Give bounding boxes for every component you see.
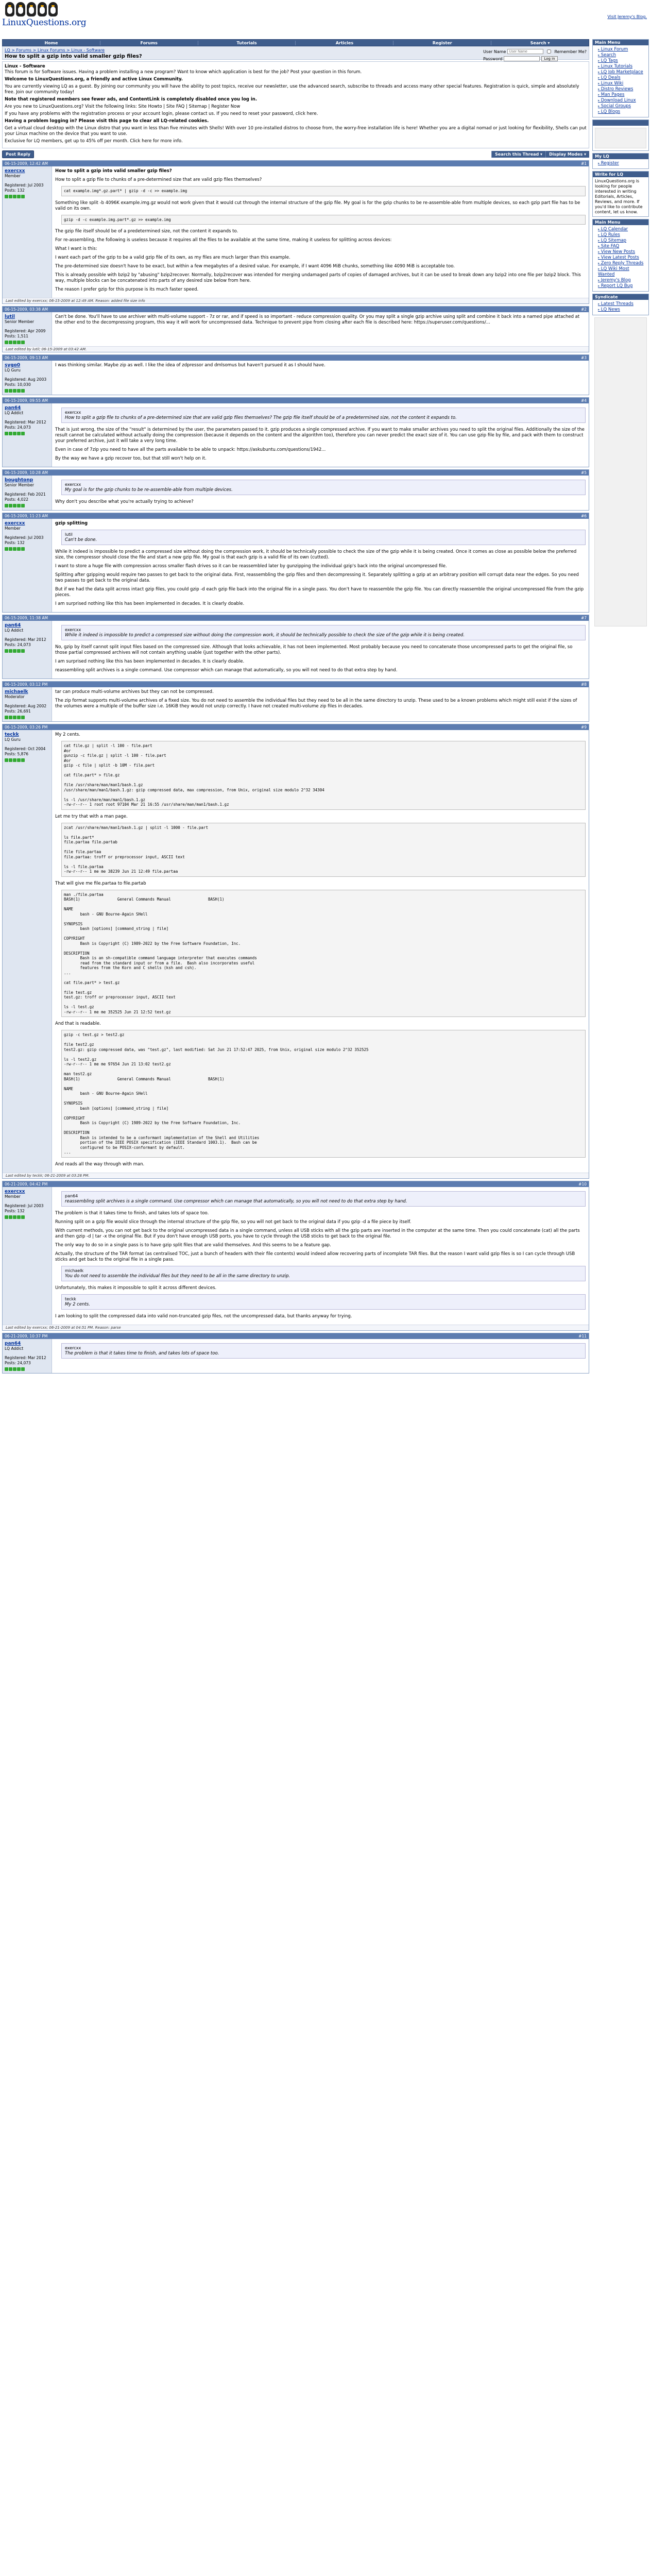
post-paragraph: How to split a gzip file to chunks of a pre-determined size that are valid gzip files themselves? [55,177,262,182]
quote-text: reassembling split archives is a single command. Use compressor which can manage that automatically, so you will not need to do that extra step by hand. [65,1198,407,1204]
sidebar-link[interactable]: ▸ Download Linux [598,98,646,104]
code-block: zcat /usr/share/man/man1/bash.1.gz | split -l 1000 - file.part ls file.part* file.partaa file.partab file file.partaa file.partaa: troff or preprocessor input, ASCII text ls -l file.partaa -rw-r--r-- 1 me me 38239 Jun 21 12:49 file.partaa [61,823,586,877]
password-label: Password [483,56,503,61]
display-modes-menu[interactable]: Display Modes ▾ [545,151,589,158]
post-paragraph: The reason I prefer gzip for this purpose is its much faster speed. [55,287,199,292]
post-title: gzip splitting [55,521,88,526]
code-block: cat example.img*.gz.part* | gzip -d -c >> example.img [61,186,586,196]
post-number[interactable]: #11 [578,1333,587,1338]
nav-register[interactable]: Register [393,41,491,45]
sidebar-link[interactable]: ▸ Register [598,161,646,166]
post-paragraph: Let me try that with a man page. [55,814,128,819]
login-form [483,48,587,61]
post-header [3,513,589,519]
quote-block [61,530,586,545]
post-number[interactable]: #8 [580,682,587,687]
forum-post [2,160,589,304]
post-paragraph: But if we had the data split across intact gzip files, you could gzip -d each gzip file back into the original file in a single pass. You don't have to reassemble the gzip file. You can directly reassemble the original uncompressed file from the gzip pieces. [55,587,584,598]
forum-post [2,513,589,613]
post-content [52,361,589,395]
post-paragraph: I want to store a huge file with compression across smaller flash drives so it can be reassembled later by gunzipping the individual gzip's back into the original uncompressed file. [55,564,447,569]
quote-author-name: michaelk [65,1268,84,1273]
quote-block [61,480,586,495]
reputation-icon [5,432,49,435]
quote-block [61,408,586,423]
post-number[interactable]: #7 [580,616,587,620]
post-paragraph: Unfortunately, this makes it impossible to split it across different devices. [55,1285,217,1291]
user-post-count: Posts: 24,073 [5,425,31,430]
main-menu-box [592,39,649,117]
syndicate-title: Syndicate [593,294,648,300]
remember-me-checkbox[interactable] [547,49,551,54]
sidebar-link[interactable]: ▸ View New Posts [598,249,646,255]
guest-text: You are currently viewing LQ as a guest. By joining our community you will have the ability to post topics, receive our newsletter, use the advanced search, subscribe to threads and access many other special features. Registration is quick, simple and absolutely free. Join our community today! [5,84,579,95]
quote-text: The problem is that it takes time to finish, and takes lots of space too. [65,1350,219,1356]
post-paragraph: That is just wrong, the size of the "result" is determined by the user, the parameters passed to it. gzip produces a single compressed archive. If you want to make smaller archives you need to split the original files. Additionally the size of the result cannot be calculated without actually doing the compression (because it depends on the content and the algorithm too), therefore you can never predict the exact size of it. You can use gzip file by file, and pack with them to construct your preferred archive, just it will take a very long time. [55,427,585,444]
account-help: If you have any problems with the registration process or your account login, please contact us. If you need to reset your password, click here. [5,111,318,116]
reputation-icon [5,1367,49,1371]
reputation-icon [5,1215,49,1219]
post-date: 06-15-2009, 11:23 AM [5,514,48,518]
quote-author [65,410,582,415]
login-button[interactable]: Log in [541,56,557,61]
quote-text: You do not need to assemble the individual files but they need to be all in the same directory to unzip. [65,1273,290,1279]
post-number[interactable]: #6 [580,514,587,518]
post-paragraph: While it indeed is impossible to predict a compressed size without doing the compression work, it should be technically possible to check the size of the gzip while it is being created. Once it comes as close as possible below the preferred size, the compressor should close the file and start a new gzip file. My goal is that each gzip is a valid file of its own (cutted). [55,549,577,560]
post-header [3,470,589,476]
post-content [52,1339,589,1373]
forum-post [2,1333,589,1374]
post-title: How to split a gzip into valid smaller gzip files? [55,168,172,174]
logo-text: LinuxQuestions.org [2,18,87,28]
user-title: Senior Member [5,319,35,324]
user-title: Member [5,526,21,531]
new-user-links[interactable]: Are you new to LinuxQuestions.org? Visit the following links: Site Howto | Site FAQ | Sitemap | Register Now [5,104,241,109]
username[interactable]: boughtonp [5,478,33,483]
post-content [52,476,589,510]
post-paragraph: And that is readable. [55,1021,101,1026]
user-title: LQ Addict [5,628,24,633]
post-header [3,398,589,403]
sidebar-link[interactable]: ▸ LQ News [598,307,646,313]
user-registered: Registered: Jul 2003 [5,1203,44,1208]
post-paragraph: My 2 cents. [55,732,80,737]
user-registered: Registered: Feb 2021 [5,492,46,497]
post-number[interactable]: #4 [580,398,587,403]
forum-description: This forum is for Software issues. Having a problem installing a new program? Want to know which application is best for the job? Post your question in this forum. [5,70,362,75]
post-paragraph: With current methods, you can not get back to the original uncompressed data in a single command, unless all USB sticks with all the gzip parts are inserted in the computer at the same time. Then you could concatenate (cat) all the parts and then gzip -d | tar -x the original file. But if you don't have enough USB ports, you have to cycle through the USB sticks to get back to the original file. [55,1228,580,1239]
post-paragraph: reassembling split archives is a single command. Use compressor which can manage that automatically, so you will not need to do that extra step by hand. [55,668,398,673]
side-ad-skyscraper[interactable] [594,317,647,626]
quote-author-name: exercxx [65,482,81,487]
shells-promo: Get a virtual cloud desktop with the Linux distro that you want in less than five minutes with Shells! With over 10 pre-installed distros to choose from, the worry-free installation life is here! Whether you are a digital nomad or just looking for flexibility, Shells can put your Linux machine on the device that you want to use. [5,126,587,137]
username[interactable]: exercxx [5,521,25,526]
post-body [3,687,589,721]
username[interactable]: exercxx [5,1189,25,1194]
breadcrumb[interactable]: LQ > Forums > Linux Forums > Linux - Software [5,48,105,53]
user-post-count: Posts: 132 [5,540,25,545]
user-registered: Registered: Apr 2009 [5,329,46,333]
side-ad-small[interactable] [595,128,646,148]
post-content [52,1187,589,1325]
write-for-lq-text: LinuxQuestions.org is looking for people interested in writing Editorials, Articles, Reviews, and more. If you'd like to contribute content, let us know. [595,179,643,214]
user-info [3,687,52,721]
code-block: gzip -c test.gz > test2.gz file test2.gz test2.gz: gzip compressed data, was "test.gz", last modified: Sat Jun 21 17:52:47 2025, from Unix, original size modulo 2^32 352525 ls -l test2.gz -rw-r--r-- 1 me me 97654 Jun 21 13:02 test2.gz man test2.gz BASH(1) General Commands Manual BASH(1) NAME bash - GNU Bourne-Again SHell SYNOPSIS bash [options] [command_string | file] COPYRIGHT Bash is Copyright (C) 1989-2022 by the Free Software Foundation, Inc. DESCRIPTION Bash is intended to be a conformant implementation of the Shell and Utilities portion of the IEEE POSIX specification (IEEE Standard 1003.1). Bash can be configured to be POSIX-conformant by default. ... [61,1030,586,1158]
post-paragraph: The only way to do so in a single pass is to have gzip split files that are valid themselves. And this seems to be a feature gap. [55,1242,331,1248]
user-post-count: Posts: 1,511 [5,334,28,338]
remember-me-label: Remember Me? [554,49,587,54]
user-title: LQ Addict [5,411,24,415]
post-date: 06-15-2009, 03:38 AM [5,307,48,312]
sidebar-link[interactable]: ▸ Report LQ Bug [598,283,646,289]
quote-author-name: exercxx [65,410,81,415]
post-paragraph: I want each part of the gzip to be a valid gzip file of its own, as my files are much larger than this example. [55,255,290,260]
post-body [3,476,589,510]
post-date: 06-21-2009, 04:42 PM [5,1181,48,1187]
user-registered: Registered: Mar 2012 [5,1355,46,1360]
username-input[interactable] [507,49,543,54]
username-label: User Name [483,49,506,54]
post-paragraph: What I want is this: [55,246,97,251]
reputation-icon [5,341,49,344]
sidebar-link[interactable]: ▸ View Latest Posts [598,255,646,261]
quote-text: My 2 cents. [65,1301,90,1307]
quote-author [65,482,582,487]
code-block: gzip -d -c example.img.part*.gz >> example.img [61,215,586,225]
post-number[interactable]: #9 [580,725,587,730]
user-post-count: Posts: 24,073 [5,1360,31,1365]
nav-articles[interactable]: Articles [296,41,393,45]
sidebar-link[interactable]: ▸ LQ Calendar [598,227,646,232]
post-date: 06-15-2009, 03:12 PM [5,682,48,687]
post-paragraph: The zip format supports multi-volume archives of a fixed size. You do not need to assemble the individual files but they need to be all in the same directory to unzip. These used to be a known problems which might still exist if the sizes of the volumes were a multiple of the buffer size i.e. 16KiB they would not unzip correctly. I have not created multi-volume zip files in decades. [55,698,577,709]
post-paragraph: For re-assembling, the following is useless because it requires all the files to be available at the same time, making it useless for splitting across devices: [55,238,392,243]
quote-text: How to split a gzip file to chunks of a pre-determined size that are valid gzip files themselves? The gzip file itself should be of a predetermined size, not the content it expands to. [65,415,457,420]
forum-post [2,1181,589,1331]
main-menu-title: Main Menu [593,40,648,45]
forum-post [2,354,589,395]
my-lq-box [592,153,649,169]
sidebar-link[interactable]: ▸ LQ Deals [598,75,646,81]
user-title: Member [5,174,21,178]
user-post-count: Posts: 132 [5,188,25,193]
thread-tools [491,151,589,158]
welcome-text: Welcome to LinuxQuestions.org, a friendly and active Linux Community. [5,77,183,82]
post-header [3,615,589,621]
reputation-icon [5,716,49,719]
post-content [52,730,589,1173]
post-paragraph: The pre-determined size doesn't have to be exact, but within a few megabytes of a desired value. For example, if I want 4096 MiB chunks, something like 4090 MiB is acceptable too. [55,264,455,269]
code-block: cat file.gz | split -l 100 - file.part #or gunzip -c file.gz | split -l 100 - file.part #or gzip -c file | split -b 10M - file.part cat file.part* > file.gz file /usr/share/man/man1/bash.1.gz /usr/share/man/man1/bash.1.gz: gzip compressed data, max compression, from Unix, original size modulo 2^32 34304 ls -l /usr/share/man/man1/bash.1.gz -rw-r--r-- 1 root root 97104 Mar 21 16:55 /usr/share/man/man1/bash.1.gz [61,741,586,810]
post-date: 06-15-2009, 11:38 AM [5,616,48,620]
forum-post [2,306,589,352]
post-number[interactable]: #3 [580,355,587,360]
post-paragraph: I am looking to split the compressed data into valid non-truncated gzip files, not the uncompressed data, but thanks anyway for trying. [55,1313,352,1319]
post-paragraph: Actually, the structure of the TAR format (as centralised TOC, just a bunch of headers with their file contents) would indeed allow recovering parts of incomplete TAR files. But the reason I want valid gzip files is so I can cycle through USB sticks and get back to the original file in a single pass. [55,1251,575,1262]
thread-title: How to split a gzip into valid smaller gzip files? [5,54,142,59]
reputation-icon [5,389,49,393]
main-menu-list [593,45,648,117]
user-registered: Registered: Jul 2003 [5,183,44,188]
sidebar-link[interactable]: ▸ Man Pages [598,92,646,98]
main-menu-2-list [593,225,648,291]
user-post-count: Posts: 26,691 [5,709,31,714]
sidebar-link[interactable]: ▸ Search [598,53,646,58]
shells-discount: Exclusive for LQ members, get up to 45% off per month. Click here for more info. [5,139,183,144]
forum-post [2,397,589,467]
user-post-count: Posts: 4,022 [5,497,28,502]
site-logo[interactable] [2,2,87,34]
post-date: 06-15-2009, 10:28 AM [5,470,48,475]
post-header [3,355,589,361]
forum-post [2,681,589,722]
user-info [3,312,52,346]
post-paragraph: By the way we have a gzip recover too, but that still won't help on it. [55,456,207,461]
password-input[interactable] [504,56,540,61]
forum-post [2,469,589,511]
username[interactable]: teckk [5,732,19,737]
reputation-icon [5,649,49,653]
post-body [3,1187,589,1325]
forum-post [2,615,589,679]
quote-block [61,1266,586,1281]
post-paragraph: Why don't you describe what you're actually trying to achieve? [55,499,194,504]
user-post-count: Posts: 132 [5,1208,25,1213]
post-content [52,519,589,612]
post-number[interactable]: #1 [580,161,587,166]
write-for-lq-title: Write for LQ [593,172,648,177]
username[interactable]: sygo0 [5,363,21,368]
post-content [52,403,589,467]
sidebar-link[interactable]: ▸ LQ Rules [598,232,646,238]
post-body [3,403,589,467]
post-number[interactable]: #2 [580,307,587,312]
post-paragraph: And reads all the way through with man. [55,1161,145,1167]
quote-author-name: lutil [65,532,73,537]
post-date: 06-15-2009, 12:42 AM [5,161,48,166]
post-paragraph: tar can produce multi-volume archives but they can not be compressed. [55,689,214,694]
user-title: Senior Member [5,483,35,487]
post-paragraph: This is already possible with bzip2 by "abusing" bzip2recover. Normally, bzip2recover was intended for merging undamaged parts of copies of damaged archives, but it can be used to break down any bzip2 into one file per bzip2 block. This way, multiple blocks can be concatenated into parts of any desired size below from here. [55,273,581,283]
quote-author [65,1193,582,1199]
top-navigation [2,39,589,46]
post-body [3,312,589,346]
username[interactable]: michaelk [5,689,28,694]
quote-text: Can't be done. [65,537,97,543]
post-body [3,166,589,298]
user-info [3,519,52,612]
post-paragraph: The problem is that it takes time to finish, and takes lots of space too. [55,1210,209,1216]
quote-author-name: pan64 [65,1193,78,1198]
username[interactable]: pan64 [5,623,21,628]
post-list [2,160,589,1374]
code-block: man ./file.partaa BASH(1) General Commands Manual BASH(1) NAME bash - GNU Bourne-Again SHell SYNOPSIS bash [options] [command_string | file] COPYRIGHT Bash is Copyright (C) 1989-2022 by the Free Software Foundation, Inc. DESCRIPTION Bash is an sh-compatible command language interpreter that executes commands read from the standard input or from a file. Bash also incorporates useful features from the Korn and C shells (ksh and csh). ... cat file.part* > test.gz file test.gz test.gz: troff or preprocessor input, ASCII text ls -l test.gz -rw-r--r-- 1 me me 352525 Jun 21 12:52 test.gz [61,890,586,1018]
post-header [3,724,589,730]
post-paragraph: Running split on a gzip file would slice through the internal structure of the gzip file, so you will not get back to the original data if you gzip -d a file piece by itself. [55,1219,412,1225]
sidebar-link[interactable]: ▸ Latest Threads [598,301,646,307]
post-body [3,1339,589,1373]
breadcrumb-bar [2,46,589,60]
cookie-help: Having a problem logging in? Please visit this page to clear all LQ-related cookies. [5,118,209,124]
sidebar [592,39,649,629]
post-content [52,312,589,346]
sidebar-link[interactable]: ▸ Site FAQ [598,244,646,249]
reputation-icon [5,504,49,507]
user-registered: Registered: Jul 2003 [5,535,44,540]
reputation-icon [5,758,49,762]
post-paragraph: Can't be done. You'll have to use archiver with multi-volume support - 7z or rar, and if speed is so important - reduce compression quality. Or you may split a single gzip archive using split and combine it back into a named pipe attached at the other end to the decompressing program, this way it will work for uncompressed data. Technique to prevent pipe from closing after each file is described here: https://superuser.com/questions/... [55,314,580,325]
quote-author [65,1345,582,1351]
sidebar-link[interactable]: ▸ Linux Wiki [598,81,646,87]
user-registered: Registered: Mar 2012 [5,637,46,642]
penguin-icons [2,2,64,16]
my-lq-list [593,159,648,168]
post-paragraph: I am surprised nothing like this has been implemented in decades. It is clearly doable. [55,659,245,664]
post-content [52,621,589,679]
user-info [3,1339,52,1373]
user-info [3,621,52,679]
post-number[interactable]: #5 [580,470,587,475]
quote-author [65,627,582,633]
user-registered: Registered: Aug 2002 [5,704,47,708]
user-registered: Registered: Oct 2004 [5,747,46,751]
sidebar-link[interactable]: ▸ Linux Forum [598,47,646,53]
registered-note: Note that registered members see fewer ads, and ContentLink is completely disabled once you log in. [5,97,258,102]
post-reply-button[interactable]: Post Reply [2,150,34,158]
post-header [3,1333,589,1339]
post-body [3,361,589,395]
post-paragraph: That will give me file.partaa to file.partab [55,880,146,886]
main-column [2,39,589,1374]
my-lq-title: My LQ [593,154,648,159]
syndicate-box [592,294,649,315]
thread-tools-row [2,150,589,158]
post-edit-note: Last edited by exercxx; 06-21-2009 at 04:51 PM. Reason: parse [3,1325,589,1330]
user-info [3,730,52,1173]
user-registered: Registered: Mar 2012 [5,420,46,425]
post-header [3,307,589,312]
reputation-icon [5,195,49,198]
post-body [3,730,589,1173]
search-thread-menu[interactable]: Search this Thread ▾ [491,151,545,158]
post-date: 06-15-2009, 09:55 AM [5,398,48,403]
user-title: LQ Guru [5,737,21,742]
user-info [3,1187,52,1325]
sidebar-link[interactable]: ▸ LQ Tags [598,58,646,64]
post-paragraph: Something like split -b 4096K example.img.gz would not work given that it would cut through the internal structure of the gzip file. My goal is for the gzip chunks to be re-assemble-able from multiple devices, so each gzip part file has to be valid on its own. [55,200,580,211]
main-menu-2-title: Main Menu [593,219,648,225]
advertisement-title [593,120,648,126]
quote-block [61,1294,586,1310]
post-content [52,687,589,721]
nav-home[interactable]: Home [3,41,100,45]
post-paragraph: Even in case of 7zip you need to have all the parts available to be able to unpack: https://askubuntu.com/questions/1942... [55,447,326,452]
sidebar-link[interactable]: ▸ Social Groups [598,104,646,109]
quote-block [61,1191,586,1207]
post-edit-note: Last edited by teckk; 06-21-2009 at 03:28 PM. [3,1173,589,1178]
quote-text: While it indeed is impossible to predict a compressed size without doing the compression work, it should be technically possible to check the size of the gzip while it is being created. [65,633,465,638]
nav-forums[interactable]: Forums [100,41,198,45]
post-edit-note: Last edited by lutil; 06-15-2009 at 03:42 AM. [3,346,589,352]
sidebar-link[interactable]: ▸ Distro Reviews [598,87,646,92]
user-info [3,361,52,395]
user-title: Moderator [5,694,25,699]
write-for-lq-box [592,171,649,217]
user-title: LQ Guru [5,368,21,372]
post-header [3,161,589,166]
sidebar-link[interactable]: ▸ Jeremy's Blog [598,278,646,283]
post-paragraph: I was thinking similar. Maybe zip as well. I like the idea of zdpressor and dmlsomus but haven't pursued it as I should have. [55,363,326,368]
sidebar-link[interactable]: ▸ LQ Wiki Most Wanted [598,266,646,278]
post-date: 06-15-2009, 03:26 PM [5,725,48,730]
post-paragraph: I am surprised nothing like this has been implemented in decades. It is clearly doable. [55,601,245,606]
sidebar-link[interactable]: ▸ Zero Reply Threads [598,261,646,266]
post-date: 06-15-2009, 09:13 AM [5,355,48,360]
user-info [3,403,52,467]
post-header [3,682,589,687]
post-content [52,166,589,298]
post-paragraph: The gzip file itself should be of a predetermined size, not the content it expands to. [55,229,238,234]
forum-notice [2,61,589,148]
quote-author [65,532,582,537]
quote-author-name: exercxx [65,1345,81,1350]
quote-text: My goal is for the gzip chunks to be re-assemble-able from multiple devices. [65,487,233,493]
user-title: Member [5,1194,21,1199]
ad-box [592,120,649,151]
site-header [0,0,651,39]
post-header [3,1181,589,1187]
username[interactable]: lutil [5,314,15,319]
user-registered: Registered: Aug 2003 [5,377,47,382]
syndicate-list [593,300,648,315]
post-paragraph: No, gzip by itself cannot split input files based on the compressed size. Although that looks achievable, it has not been implemented. Most probably because you need to concatenate those uncompressed parts to get the original file, so those partial compressed archives will not contain anything usable (just together with the other parts). [55,645,573,655]
post-paragraph: Splitting after gzipping would require two passes to get back to the original data. First, reassembling the gzip files and then decompressing it. Separately splitting a gzip at an arbitrary position will corrupt data near the edges. So you need two passes to get back to the original data. [55,572,579,583]
user-info [3,476,52,510]
quote-block [61,1343,586,1359]
forum-name: Linux - Software [5,64,45,69]
user-post-count: Posts: 24,073 [5,642,31,647]
user-title: LQ Addict [5,1346,24,1351]
post-edit-note: Last edited by exercxx; 06-15-2009 at 12:49 AM. Reason: added file size info [3,298,589,303]
username[interactable]: exercxx [5,168,25,174]
user-post-count: Posts: 5,876 [5,752,28,756]
quote-block [61,625,586,640]
nav-search[interactable]: Search ▾ [530,40,550,45]
user-info [3,166,52,298]
sidebar-link[interactable]: ▸ LQ Blogs [598,109,646,115]
user-post-count: Posts: 10,030 [5,382,31,387]
header-blog-link[interactable]: Visit Jeremy's Blog. [607,14,647,19]
main-menu-box-2 [592,219,649,292]
post-body [3,621,589,679]
quote-author-name: exercxx [65,628,81,632]
post-body [3,519,589,612]
nav-tutorials[interactable]: Tutorials [198,41,296,45]
reputation-icon [5,547,49,551]
sidebar-link[interactable]: ▸ LQ Sitemap [598,238,646,244]
username[interactable]: pan64 [5,1341,21,1346]
forum-post [2,724,589,1179]
sidebar-link[interactable]: ▸ Linux Tutorials [598,64,646,70]
post-date: 06-21-2009, 10:37 PM [5,1333,48,1338]
username[interactable]: pan64 [5,405,21,411]
post-number[interactable]: #10 [578,1181,587,1187]
sidebar-link[interactable]: ▸ LQ Job Marketplace [598,70,646,75]
quote-author-name: teckk [65,1296,76,1301]
